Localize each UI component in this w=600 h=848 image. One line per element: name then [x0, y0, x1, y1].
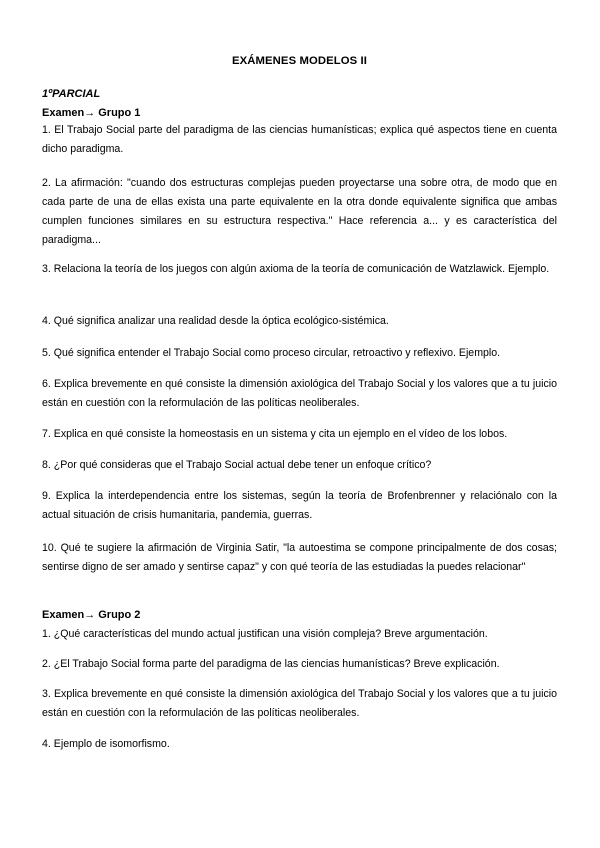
group-1-question-10: 10. Qué te sugiere la afirmación de Virginia Satir, "la autoestima se compone principalmente de dos cosas; sentirse digno de ser amado y sentirse capaz" y con qué teoría de las estudiadas la puedes relacionar" — [42, 542, 557, 573]
group-1-question-2: 2. La afirmación: "cuando dos estructuras complejas pueden proyectarse una sobre otra, de modo que en cada parte de una de ellas exista una parte equivalente en la otra donde equivalente significa que ambas cumplen funciones similares en su estructura respectiva." Hace referencia a... y es característica del paradigma... — [42, 177, 557, 246]
group-1-heading: Examen→ Grupo 1 — [42, 107, 141, 119]
document-title: EXÁMENES MODELOS II — [232, 55, 367, 67]
group-2-heading: Examen→ Grupo 2 — [42, 609, 141, 621]
group-1-question-6: 6. Explica brevemente en qué consiste la dimensión axiológica del Trabajo Social y los valores que a tu juicio están en cuestión con la reformulación de las políticas neoliberales. — [42, 378, 557, 409]
group-1-question-1: 1. El Trabajo Social parte del paradigma de las ciencias humanísticas; explica qué aspectos tiene en cuenta dicho paradigma. — [42, 124, 557, 155]
group-1-question-8: 8. ¿Por qué consideras que el Trabajo Social actual debe tener un enfoque crítico? — [42, 459, 432, 471]
section-heading-1-parcial: 1ºPARCIAL — [42, 88, 101, 100]
group-1-question-3: 3. Relaciona la teoría de los juegos con algún axioma de la teoría de comunicación de Watzlawick. Ejemplo. — [42, 263, 550, 275]
group-1-question-9: 9. Explica la interdependencia entre los sistemas, según la teoría de Brofenbrenner y relaciónalo con la actual situación de crisis humanitaria, pandemia, guerras. — [42, 490, 557, 521]
group-1-question-5: 5. Qué significa entender el Trabajo Social como proceso circular, retroactivo y reflexivo. Ejemplo. — [42, 347, 501, 359]
group-2-question-2: 2. ¿El Trabajo Social forma parte del paradigma de las ciencias humanísticas? Breve explicación. — [42, 658, 500, 670]
group-1-question-4: 4. Qué significa analizar una realidad desde la óptica ecológico-sistémica. — [42, 315, 389, 327]
group-2-question-4: 4. Ejemplo de isomorfismo. — [42, 738, 170, 750]
group-1-question-7: 7. Explica en qué consiste la homeostasis en un sistema y cita un ejemplo en el vídeo de los lobos. — [42, 428, 508, 440]
group-2-question-3: 3. Explica brevemente en qué consiste la dimensión axiológica del Trabajo Social y los valores que a tu juicio están en cuestión con la reformulación de las políticas neoliberales. — [42, 688, 557, 719]
group-2-question-1: 1. ¿Qué características del mundo actual justifican una visión compleja? Breve argumentación. — [42, 628, 488, 640]
